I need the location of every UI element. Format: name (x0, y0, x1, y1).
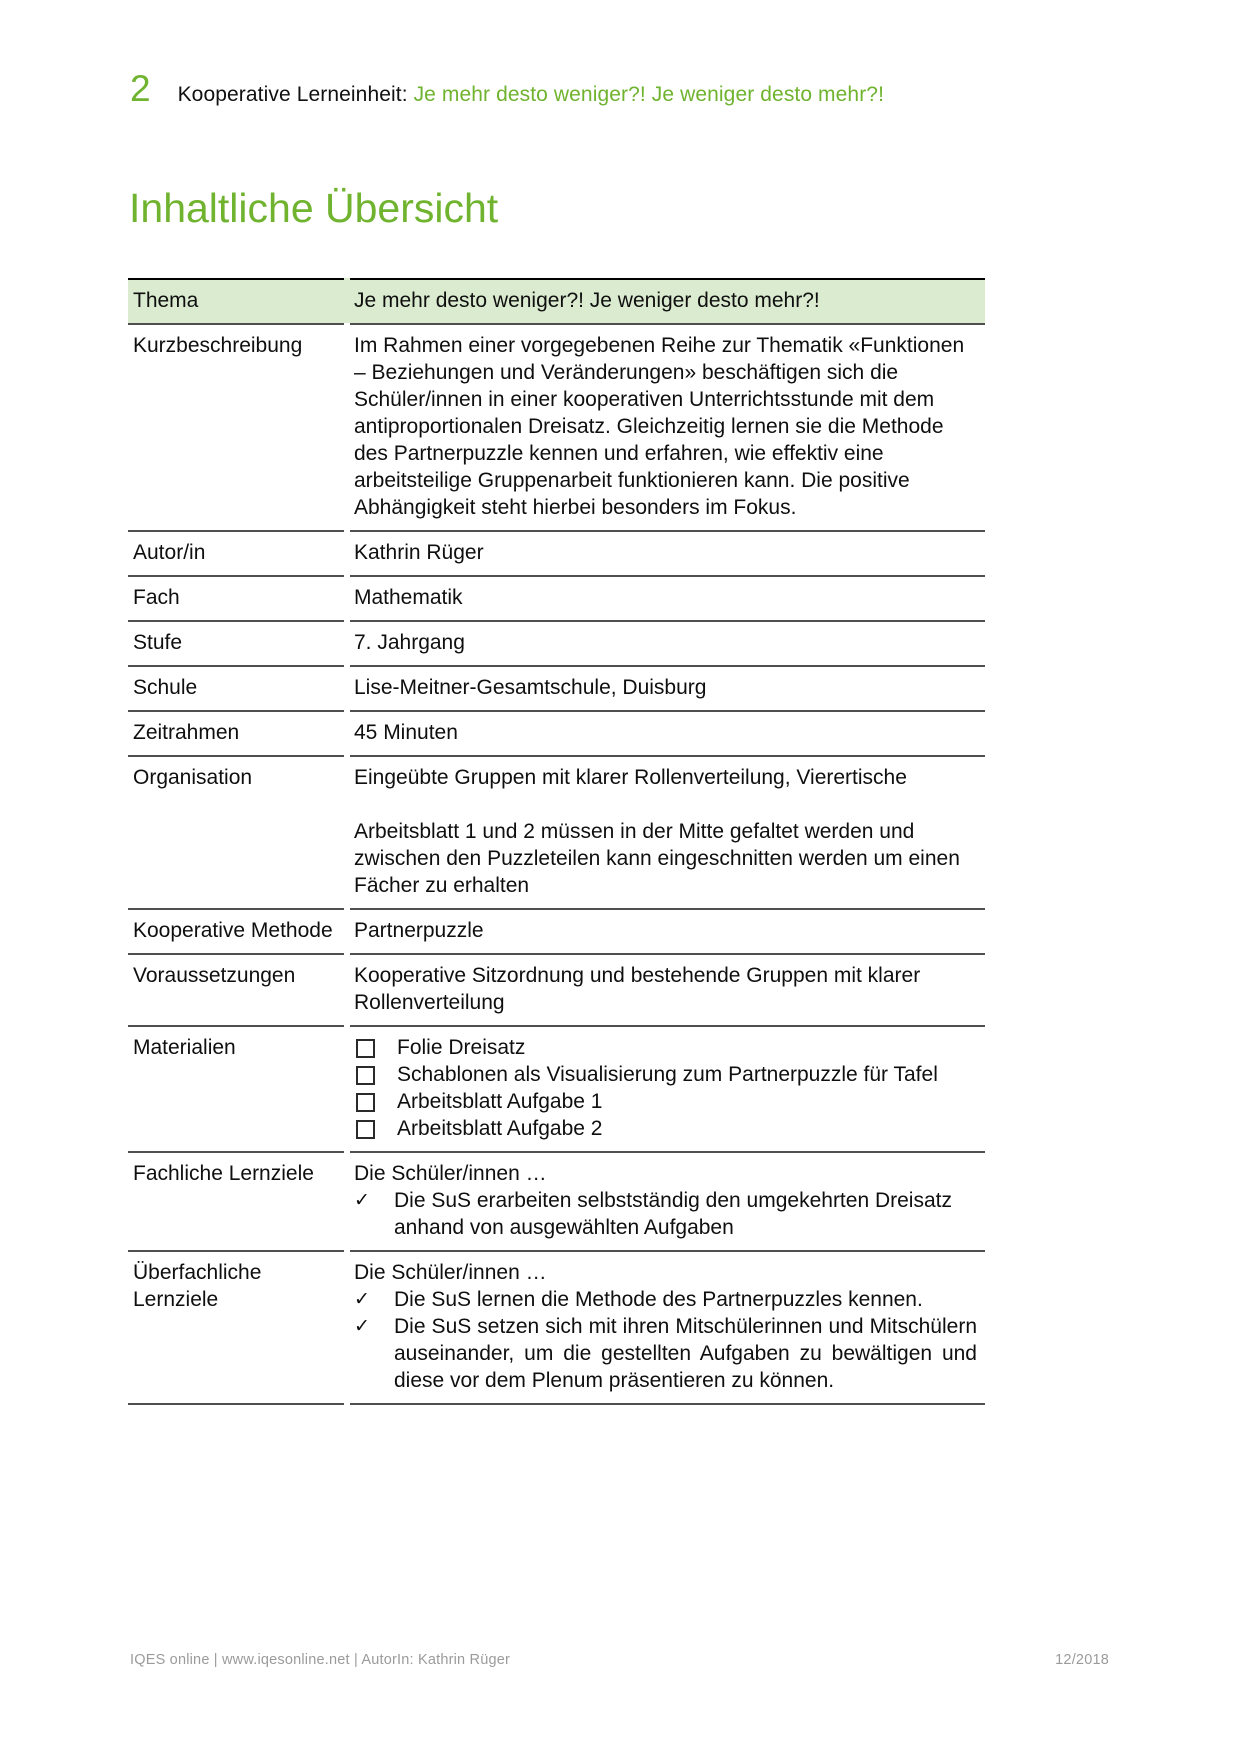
row-value (350, 665, 985, 710)
goals-intro: Die Schüler/innen … (354, 1162, 547, 1185)
header-title-highlight: Je mehr desto weniger?! Je weniger desto mehr?! (413, 83, 885, 106)
table-row (128, 908, 985, 953)
page-title: Inhaltliche Übersicht (129, 185, 499, 231)
paragraph: Partnerpuzzle (354, 919, 484, 942)
table-header-label: Thema (128, 278, 344, 323)
row-value (350, 953, 985, 1025)
table-row (128, 755, 985, 908)
goal-item-text: Die SuS setzen sich mit ihren Mitschülerinnen und Mitschülern auseinander, um die gestellten Aufgaben zu bewältigen und diese vor dem Plenum präsentieren zu können. (394, 1315, 977, 1392)
checkmark-icon: ✓ (354, 1190, 370, 1211)
row-label: Materialien (128, 1025, 344, 1151)
row-label: Kooperative Methode (128, 908, 344, 953)
table-row (128, 1025, 985, 1151)
paragraph: 45 Minuten (354, 721, 458, 744)
header-title (178, 83, 884, 107)
row-value (350, 1250, 985, 1403)
checklist-item (354, 1034, 977, 1061)
table-header-value: Je mehr desto weniger?! Je weniger desto mehr?! (350, 278, 985, 323)
footer-left: IQES online | www.iqesonline.net | AutorIn: Kathrin Rüger (130, 1652, 511, 1668)
goal-item (354, 1286, 977, 1313)
overview-table (128, 278, 985, 1405)
table-row (128, 620, 985, 665)
row-value (350, 575, 985, 620)
row-value (350, 530, 985, 575)
table-header-row (128, 278, 985, 323)
table-row (128, 710, 985, 755)
checkbox-icon (356, 1039, 375, 1058)
checkbox-icon (356, 1093, 375, 1112)
running-header (130, 70, 1160, 107)
goal-item-text: Die SuS lernen die Methode des Partnerpuzzles kennen. (394, 1288, 923, 1311)
checkmark-icon: ✓ (354, 1316, 370, 1337)
table-row (128, 530, 985, 575)
checklist-item-label: Arbeitsblatt Aufgabe 1 (397, 1090, 603, 1113)
paragraph: Mathematik (354, 586, 463, 609)
header-title-prefix: Kooperative Lerneinheit: (177, 83, 414, 106)
checklist-item-label: Schablonen als Visualisierung zum Partnerpuzzle für Tafel (397, 1063, 938, 1086)
checklist-item (354, 1088, 977, 1115)
paragraph: Kathrin Rüger (354, 541, 484, 564)
row-label: Stufe (128, 620, 344, 665)
footer-right: 12/2018 (1055, 1652, 1109, 1668)
table-row (128, 665, 985, 710)
table-row (128, 1250, 985, 1403)
row-label: Überfachliche Lernziele (128, 1250, 344, 1403)
row-label: Autor/in (128, 530, 344, 575)
goal-item (354, 1187, 977, 1241)
row-label: Kurzbeschreibung (128, 323, 344, 530)
checklist-item-label: Folie Dreisatz (397, 1036, 526, 1059)
table-row (128, 1151, 985, 1250)
goal-item (354, 1313, 977, 1394)
paragraph: 7. Jahrgang (354, 631, 465, 654)
table-row (128, 575, 985, 620)
row-value (350, 710, 985, 755)
checkmark-icon: ✓ (354, 1289, 370, 1310)
bottom-border-left (128, 1403, 344, 1405)
row-value (350, 1151, 985, 1250)
page-footer (130, 1652, 1109, 1668)
paragraph: Arbeitsblatt 1 und 2 müssen in der Mitte gefaltet werden und zwischen den Puzzleteilen kann eingeschnitten werden um einen Fächer zu erhalten (354, 820, 960, 897)
row-value (350, 620, 985, 665)
bottom-border-right (350, 1403, 985, 1405)
checkbox-icon (356, 1120, 375, 1139)
row-label: Schule (128, 665, 344, 710)
checklist-item (354, 1115, 977, 1142)
page-number: 2 (130, 68, 151, 109)
paragraph: Kooperative Sitzordnung und bestehende Gruppen mit klarer Rollenverteilung (354, 964, 921, 1014)
table-row (128, 323, 985, 530)
row-value (350, 1025, 985, 1151)
row-value (350, 908, 985, 953)
table-body (128, 323, 985, 1403)
paragraph: Lise-Meitner-Gesamtschule, Duisburg (354, 676, 707, 699)
row-label: Fach (128, 575, 344, 620)
row-value (350, 755, 985, 908)
row-label: Organisation (128, 755, 344, 908)
paragraph: Im Rahmen einer vorgegebenen Reihe zur Thematik «Funktionen – Beziehungen und Veränderungen» beschäftigen sich die Schüler/innen in einer kooperativen Unterrichtsstunde mit dem antiproportionalen Dreisatz. Gleichzeitig lernen sie die Methode des Partnerpuzzle kennen und erfahren, wie effektiv eine arbeitsteilige Gruppenarbeit funktionieren kann. Die positive Abhängigkeit steht hierbei besonders im Fokus. (354, 334, 965, 519)
row-label: Fachliche Lernziele (128, 1151, 344, 1250)
row-label: Zeitrahmen (128, 710, 344, 755)
table-row (128, 953, 985, 1025)
checklist-item-label: Arbeitsblatt Aufgabe 2 (397, 1117, 603, 1140)
table-bottom-border (128, 1403, 985, 1405)
goals-intro: Die Schüler/innen … (354, 1261, 547, 1284)
checklist-item (354, 1061, 977, 1088)
checkbox-icon (356, 1066, 375, 1085)
row-label: Voraussetzungen (128, 953, 344, 1025)
paragraph: Eingeübte Gruppen mit klarer Rollenverteilung, Vierertische (354, 766, 907, 789)
row-value (350, 323, 985, 530)
goal-item-text: Die SuS erarbeiten selbstständig den umgekehrten Dreisatz anhand von ausgewählten Aufgaben (394, 1189, 952, 1239)
